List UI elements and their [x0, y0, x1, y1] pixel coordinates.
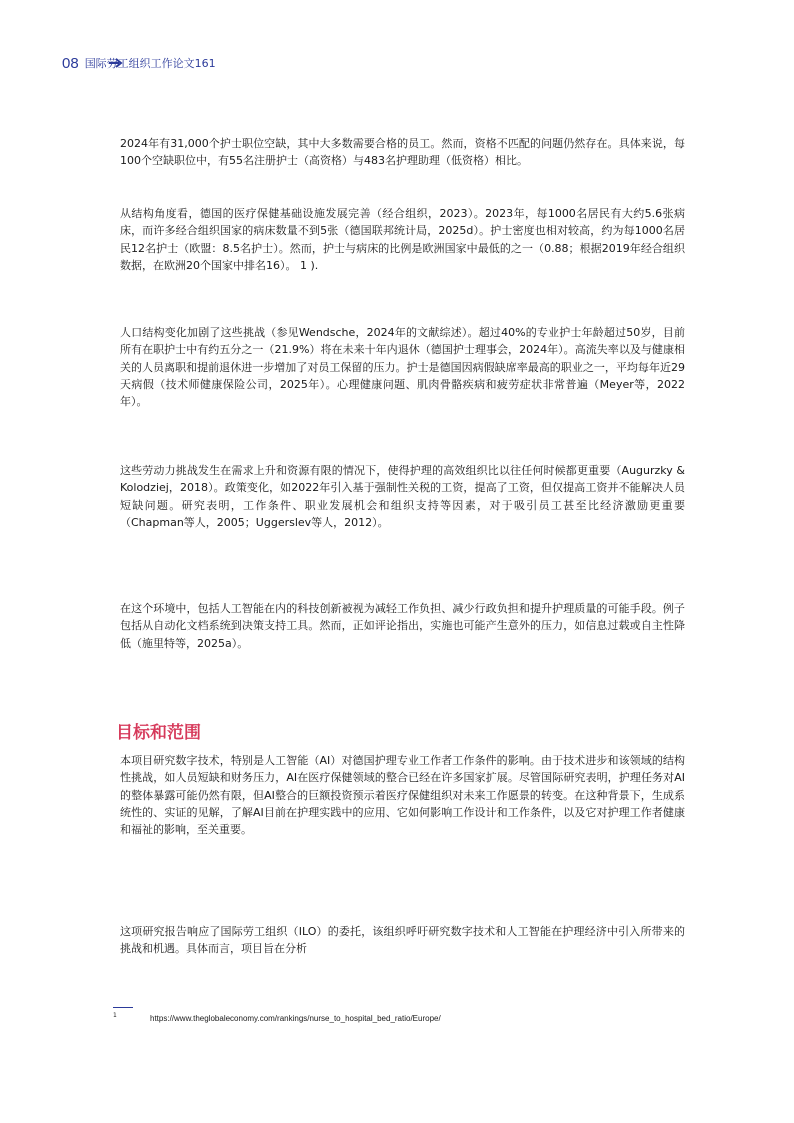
- header-title: 国际劳工组织工作论文161: [84, 57, 216, 70]
- section-title: 目标和范围: [116, 723, 201, 743]
- footnote-link[interactable]: https://www.theglobaleconomy.com/rankings/nurse_to_hospital_bed_ratio/Europe/: [150, 1014, 441, 1023]
- paragraph-4: 这些劳动力挑战发生在需求上升和资源有限的情况下，使得护理的高效组织比以往任何时候都更重要（Augurzky & Kolodziej，2018）。政策变化，如2022年引入基于强制性关税的工资，提高了工资，但仅提高工资并不能解决人员短缺问题。研究表明，工作条件、职业发展机会和组织支持等因素，对于吸引员工甚至比经济激励更重要（Chapman等人，2005；Uggerslev等人，2012）。: [120, 464, 685, 529]
- running-header: [62, 53, 216, 73]
- paragraph-1: 2024年有31,000个护士职位空缺，其中大多数需要合格的员工。然而，资格不匹配的问题仍然存在。具体来说，每100个空缺职位中，有55名注册护士（高资格）与483名护理助理（低资格）相比。: [120, 137, 685, 168]
- footnote-reference: 1 ).: [296, 258, 319, 272]
- paragraph-2: [120, 205, 685, 274]
- paragraph-6: 本项目研究数字技术，特别是人工智能（AI）对德国护理专业工作者工作条件的影响。由于技术进步和该领域的结构性挑战，如人员短缺和财务压力，AI在医疗保健领域的整合已经在许多国家扩展。尽管国际研究表明，护理任务对AI的整体暴露可能仍然有限，但AI整合的巨额投资预示着医疗保健组织对未来工作愿景的转变。在这种背景下，生成系统性的、实证的见解，了解AI目前在护理实践中的应用、它如何影响工作设计和工作条件，以及它对护理工作者健康和福祉的影响，至关重要。: [120, 754, 685, 837]
- paragraph-2-text: 从结构角度看，德国的医疗保健基础设施发展完善（经合组织，2023）。2023年，每1000名居民有大约5.6张病床，而许多经合组织国家的病床数量不到5张（德国联邦统计局，2025d）。护士密度也相对较高，约为每1000名居民12名护士（欧盟：8.5名护士）。然而，护士与病床的比例是欧洲国家中最低的之一（0.88；根据2019年经合组织数据，在欧洲20个国家中排名16）。: [120, 207, 685, 272]
- paragraph-3: 人口结构变化加剧了这些挑战（参见Wendsche，2024年的文献综述）。超过40%的专业护士年龄超过50岁，目前所有在职护士中有约五分之一（21.9%）将在未来十年内退休（德国护士理事会，2024年）。高流失率以及与健康相关的人员离职和提前退休进一步增加了对员工保留的压力。护士是德国因病假缺席率最高的职业之一，平均每年近29天病假（技术师健康保险公司，2025年）。心理健康问题、肌肉骨骼疾病和疲劳症状非常普遍（Meyer等，2022年）。: [120, 326, 685, 409]
- footnote-divider: [113, 1007, 133, 1008]
- footnote-mark: 1: [113, 1012, 117, 1019]
- page-number: 08: [62, 54, 79, 72]
- paragraph-5: 在这个环境中，包括人工智能在内的科技创新被视为减轻工作负担、减少行政负担和提升护理质量的可能手段。例子包括从自动化文档系统到决策支持工具。然而，正如评论指出，实施也可能产生意外的压力，如信息过载或自主性降低（施里特等，2025a）。: [120, 602, 685, 650]
- paragraph-7: 这项研究报告响应了国际劳工组织（ILO）的委托，该组织呼吁研究数字技术和人工智能在护理经济中引入所带来的挑战和机遇。具体而言，项目旨在分析: [120, 925, 685, 956]
- arrow-icon: [108, 57, 126, 69]
